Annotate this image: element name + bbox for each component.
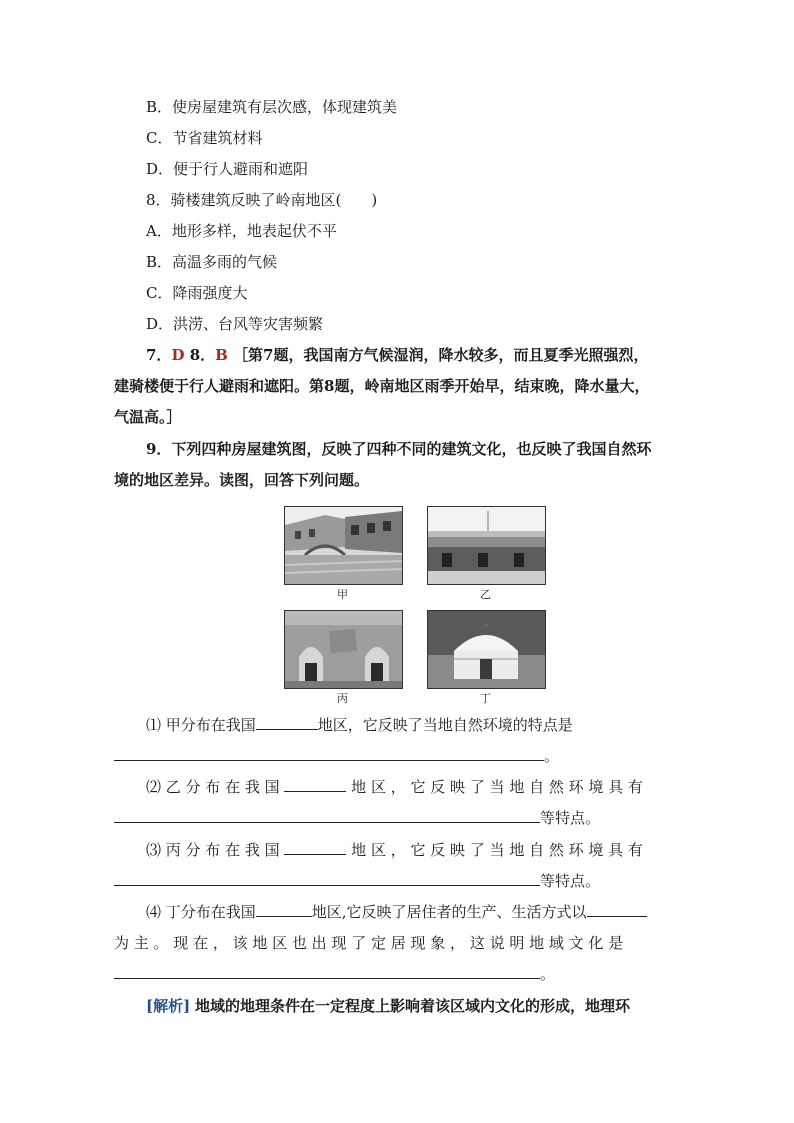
answer-block xyxy=(114,340,682,433)
q9-sub4-line2: 为 主 。 现 在 ， 该 地 区 也 出 现 了 定 居 现 象 ， 这 说 明 地 域 文 化 是 xyxy=(114,934,624,952)
q9-sub4-blank-region[interactable] xyxy=(256,900,312,917)
q8-answer: B xyxy=(215,346,228,364)
q9-sub2-text-a: ⑵ 乙 分 布 在 我 国 xyxy=(146,778,280,796)
q9-sub4-blank-culture[interactable] xyxy=(114,962,540,979)
q9-sub3-end: 等特点。 xyxy=(540,872,601,890)
q9-sub1-end: 。 xyxy=(544,747,560,765)
q9-sub3 xyxy=(114,835,682,897)
q8-option-a: A．地形多样，地表起伏不平 xyxy=(146,222,337,240)
answer-explanation-line2: 建骑楼便于行人避雨和遮阳。第8题，岭南地区雨季开始早，结束晚，降水量大， xyxy=(114,377,650,395)
answer-explanation-line3: 气温高。］ xyxy=(114,408,182,426)
q8-option-b: B．高温多雨的气候 xyxy=(146,253,278,271)
q9-sub3-text-a: ⑶ 丙 分 布 在 我 国 xyxy=(146,841,280,859)
caption-yi: 乙 xyxy=(480,588,491,601)
q7-answer: D xyxy=(171,346,185,364)
photo-yi-flat-roof xyxy=(427,506,546,585)
q9-sub3-text-b: 地 区 ， 它 反 映 了 当 地 自 然 环 境 具 有 xyxy=(351,841,643,859)
answer-explanation-line1: ［第7题，我国南方气候湿润，降水较多，而且夏季光照强烈， xyxy=(233,346,649,364)
q9-sub1-text-a: ⑴ 甲分布在我国 xyxy=(146,716,256,734)
q7-option-b: B．使房屋建筑有层次感，体现建筑美 xyxy=(146,98,398,116)
q8-option-c: C．降雨强度大 xyxy=(146,284,248,302)
q8-stem: 8．骑楼建筑反映了岭南地区( ) xyxy=(146,191,378,209)
q9-sub2-end: 等特点。 xyxy=(540,809,601,827)
q9-stem-line2: 境的地区差异。读图，回答下列问题。 xyxy=(114,471,370,489)
q9-stem xyxy=(114,434,682,496)
q9-sub4-text-b: 地区,它反映了居住者的生产、生活方式以 xyxy=(311,903,587,921)
caption-jia: 甲 xyxy=(337,588,348,601)
q9-sub1-blank-region[interactable] xyxy=(256,713,318,730)
q9-stem-line1: 9．下列四种房屋建筑图，反映了四种不同的建筑文化，也反映了我国自然环 xyxy=(146,440,652,458)
analysis-block xyxy=(114,991,682,1022)
q9-sub4-blank-lifestyle[interactable] xyxy=(587,900,647,917)
q8-option-d: D．洪涝、台风等灾害频繁 xyxy=(146,315,324,333)
q9-sub2 xyxy=(114,772,682,834)
q9-sub1-blank-feature[interactable] xyxy=(114,744,544,761)
analysis-text: 地域的地理条件在一定程度上影响着该区域内文化的形成，地理环 xyxy=(194,997,630,1015)
photo-jia-water-town xyxy=(284,506,403,585)
q9-sub1 xyxy=(114,710,682,772)
q7-option-d: D．便于行人避雨和遮阳 xyxy=(146,160,309,178)
q9-sub3-blank-feature[interactable] xyxy=(114,869,540,886)
caption-ding: 丁 xyxy=(480,692,491,705)
q9-sub4-end: 。 xyxy=(540,965,556,983)
q9-sub4-text-a: ⑷ 丁分布在我国 xyxy=(146,903,256,921)
caption-bing: 丙 xyxy=(337,692,348,705)
q9-sub4 xyxy=(114,897,682,990)
q9-sub2-blank-region[interactable] xyxy=(284,775,346,792)
q9-sub1-text-b: 地区，它反映了当地自然环境的特点是 xyxy=(317,716,573,734)
q9-sub3-blank-region[interactable] xyxy=(284,838,346,855)
analysis-tag: [解析] xyxy=(146,997,191,1015)
photo-ding-yurt xyxy=(427,610,546,689)
q7-option-c: C．节省建筑材料 xyxy=(146,129,263,147)
q9-sub2-blank-feature[interactable] xyxy=(114,806,540,823)
q8-answer-number: 8． xyxy=(189,346,216,364)
q7-answer-number: 7． xyxy=(146,346,172,364)
q9-sub2-text-b: 地 区 ， 它 反 映 了 当 地 自 然 环 境 具 有 xyxy=(351,778,643,796)
photo-bing-cave-dwelling xyxy=(284,610,403,689)
